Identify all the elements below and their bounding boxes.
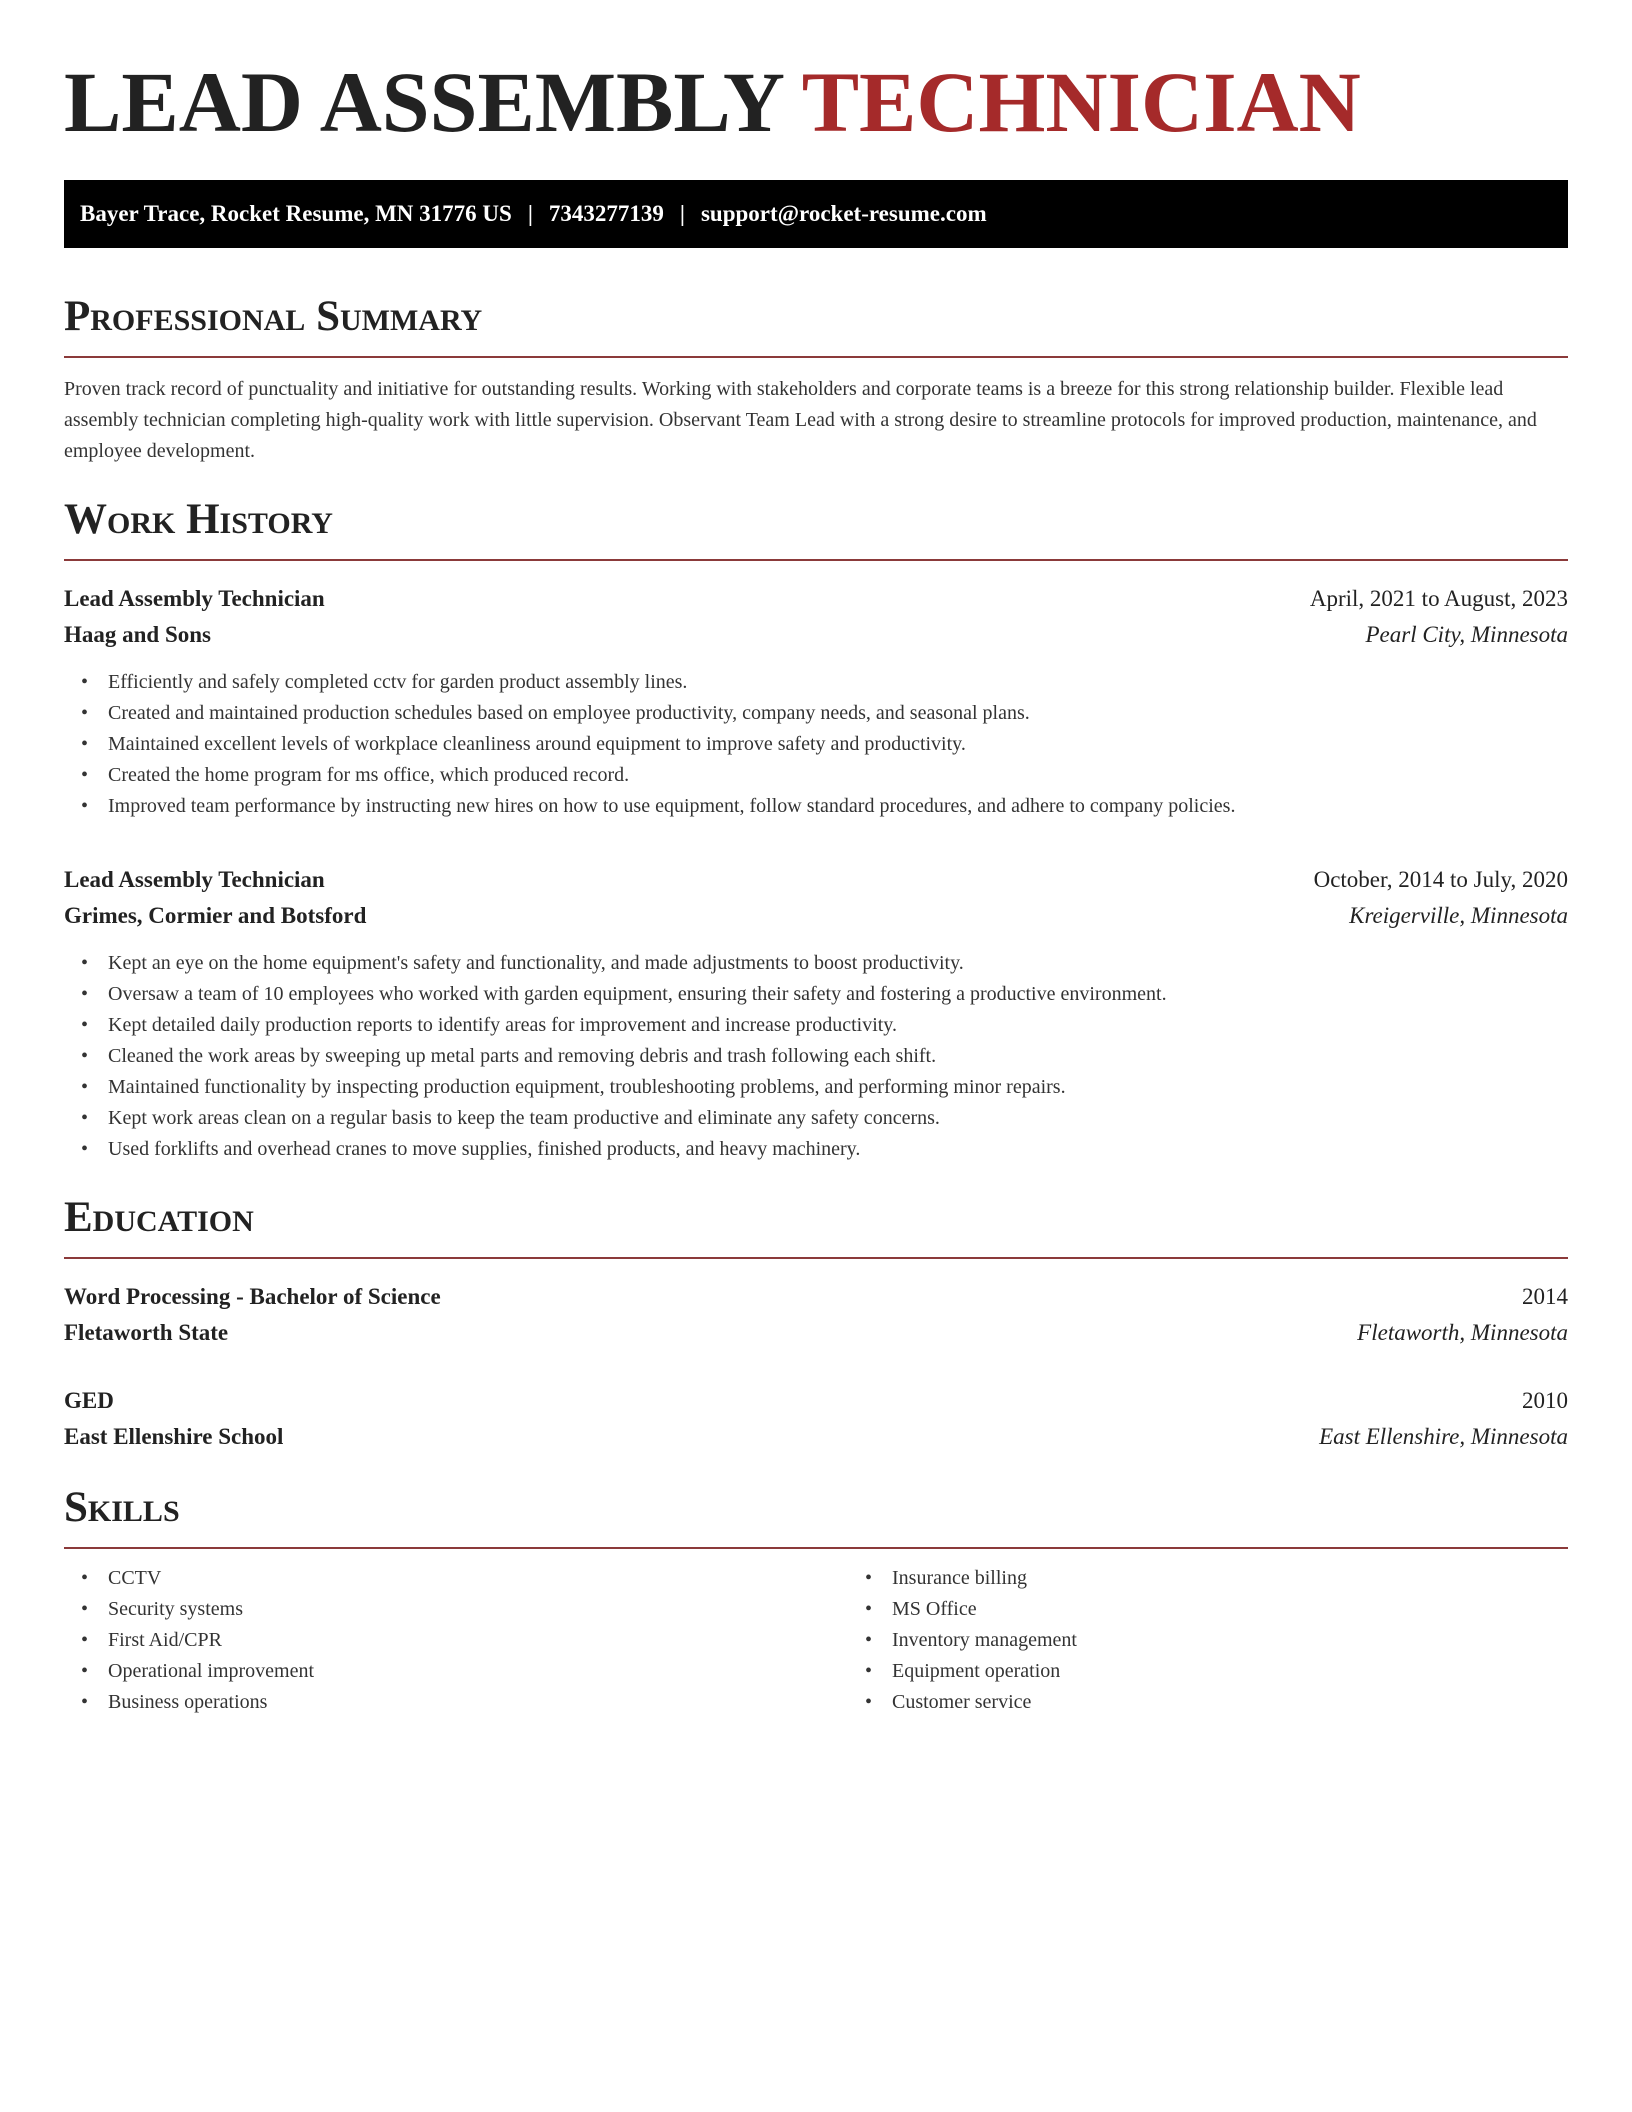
job-bullet: • Maintained excellent levels of workplace cleanliness around equipment to improve safety and productivity. — [108, 729, 1568, 760]
skill-item: • MS Office — [892, 1594, 1568, 1625]
skill-item: • Business operations — [108, 1687, 848, 1718]
job-bullet: • Kept work areas clean on a regular basis to keep the team productive and eliminate any safety concerns. — [108, 1103, 1568, 1134]
skill-item: • Equipment operation — [892, 1656, 1568, 1687]
job-entry — [64, 862, 1568, 1165]
education-degree-row — [64, 1279, 1568, 1315]
name-last-part: TECHNICIAN — [801, 54, 1361, 150]
job-bullet: • Cleaned the work areas by sweeping up metal parts and removing debris and trash following each shift. — [108, 1041, 1568, 1072]
job-bullet-list — [64, 667, 1568, 822]
education-school-row — [64, 1315, 1568, 1351]
education-school: Fletaworth State — [64, 1320, 229, 1345]
name-first-part: LEAD ASSEMBLY — [64, 54, 782, 150]
section-title-education: Education — [64, 1193, 1568, 1259]
job-bullet: • Created the home program for ms office, which produced record. — [108, 760, 1568, 791]
summary-text: Proven track record of punctuality and initiative for outstanding results. Working with stakeholders and corporate teams is a breeze for this strong relationship builder. Flexible lead assembly technician completing high-quality work with little supervision. Observant Team Lead with a strong desire to streamline protocols for improved production, maintenance, and employee development. — [64, 378, 1537, 462]
skill-item: • First Aid/CPR — [108, 1625, 848, 1656]
education-degree: GED — [64, 1388, 114, 1413]
job-company-row — [64, 898, 1568, 934]
job-entry — [64, 581, 1568, 822]
job-dates: October, 2014 to July, 2020 — [1313, 867, 1568, 892]
education-school: East Ellenshire School — [64, 1424, 284, 1449]
job-bullet: • Maintained functionality by inspecting production equipment, troubleshooting problems, and performing minor repairs. — [108, 1072, 1568, 1103]
job-bullet: • Efficiently and safely completed cctv for garden product assembly lines. — [108, 667, 1568, 698]
resume-name — [64, 52, 1568, 152]
education-year: 2010 — [1522, 1388, 1568, 1413]
section-title-summary: Professional Summary — [64, 292, 1568, 358]
contact-bar — [64, 180, 1568, 248]
contact-separator: | — [527, 201, 533, 226]
job-bullet: • Improved team performance by instructing new hires on how to use equipment, follow standard procedures, and adhere to company policies. — [108, 791, 1568, 822]
job-header-row — [64, 581, 1568, 617]
job-bullet-list — [64, 948, 1568, 1165]
skill-item: • Security systems — [108, 1594, 848, 1625]
skill-item: • Insurance billing — [892, 1563, 1568, 1594]
education-degree-row — [64, 1383, 1568, 1419]
education-degree: Word Processing - Bachelor of Science — [64, 1284, 441, 1309]
job-bullet: • Kept an eye on the home equipment's safety and functionality, and made adjustments to boost productivity. — [108, 948, 1568, 979]
contact-email: support@rocket-resume.com — [700, 201, 987, 226]
job-header-row — [64, 862, 1568, 898]
skills-list-right — [848, 1563, 1568, 1718]
job-bullet: • Created and maintained production schedules based on employee productivity, company needs, and seasonal plans. — [108, 698, 1568, 729]
education-entry — [64, 1279, 1568, 1351]
job-company-row — [64, 617, 1568, 653]
section-title-skills: Skills — [64, 1483, 1568, 1549]
contact-address: Bayer Trace, Rocket Resume, MN 31776 US — [80, 201, 512, 226]
job-position: Lead Assembly Technician — [64, 586, 325, 611]
education-school-row — [64, 1419, 1568, 1455]
education-location: East Ellenshire, Minnesota — [1319, 1424, 1568, 1449]
contact-phone: 7343277139 — [548, 201, 664, 226]
skill-item: • CCTV — [108, 1563, 848, 1594]
job-position: Lead Assembly Technician — [64, 867, 325, 892]
skills-list-left — [64, 1563, 848, 1718]
education-location: Fletaworth, Minnesota — [1357, 1320, 1568, 1345]
job-bullet: • Kept detailed daily production reports to identify areas for improvement and increase productivity. — [108, 1010, 1568, 1041]
skill-item: • Inventory management — [892, 1625, 1568, 1656]
education-entry — [64, 1383, 1568, 1455]
job-location: Kreigerville, Minnesota — [1349, 903, 1568, 928]
skill-item: • Customer service — [892, 1687, 1568, 1718]
section-title-work-history: Work History — [64, 495, 1568, 561]
job-company: Grimes, Cormier and Botsford — [64, 903, 367, 928]
job-dates: April, 2021 to August, 2023 — [1309, 586, 1568, 611]
skill-item: • Operational improvement — [108, 1656, 848, 1687]
skills-grid — [64, 1563, 1568, 1718]
job-location: Pearl City, Minnesota — [1365, 622, 1568, 647]
job-bullet: • Oversaw a team of 10 employees who worked with garden equipment, ensuring their safety and fostering a productive environment. — [108, 979, 1568, 1010]
job-company: Haag and Sons — [64, 622, 212, 647]
contact-separator: | — [679, 201, 685, 226]
job-bullet: • Used forklifts and overhead cranes to move supplies, finished products, and heavy machinery. — [108, 1134, 1568, 1165]
education-year: 2014 — [1522, 1284, 1568, 1309]
